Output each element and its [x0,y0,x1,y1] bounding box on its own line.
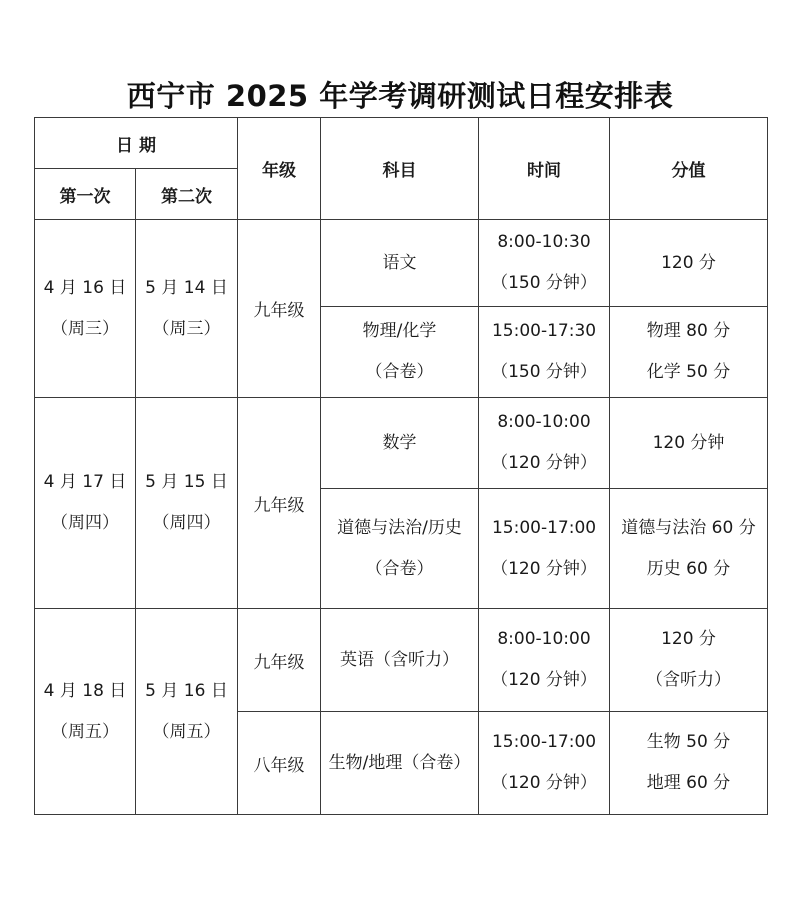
first-date: 4 月 16 日 [43,277,127,298]
first-date-cell [35,220,136,398]
grade-cell: 八年级 [238,712,321,815]
score-cell [610,489,768,609]
first-date: 4 月 17 日 [43,472,127,492]
table-row [35,220,768,307]
first-date: 4 月 18 日 [43,680,127,701]
time-cell [479,398,610,489]
second-weekday: （周五） [152,721,221,742]
time-range: 15:00-17:30 [491,321,597,341]
header-grade: 年级 [238,118,321,220]
time-cell [479,489,610,609]
header-subject: 科目 [321,118,479,220]
time-cell [479,609,610,712]
score-line: 物理 80 分 [646,321,731,341]
score-line: 120 分钟 [652,432,725,453]
time-cell [479,220,610,307]
first-weekday: （周四） [51,513,119,533]
score-cell [610,609,768,712]
second-weekday: （周四） [152,513,221,533]
time-duration: （150 分钟） [491,273,597,293]
score-cell [610,398,768,489]
subject-line: （合卷） [365,362,434,382]
score-line: 120 分 [661,252,716,273]
first-weekday: （周五） [51,721,119,742]
first-date-cell [35,398,136,609]
second-date-cell [136,220,238,398]
grade-cell: 九年级 [238,398,321,609]
time-duration: （120 分钟） [491,453,597,473]
subject-line: 英语（含听力） [340,649,460,670]
time-range: 15:00-17:00 [491,732,597,752]
subject-line: 道德与法治/历史 [337,517,462,538]
time-range: 15:00-17:00 [491,517,597,538]
score-line: （含听力） [646,670,732,690]
score-cell [610,712,768,815]
score-line: 历史 60 分 [646,558,731,579]
subject-line: 物理/化学 [362,321,437,341]
subject-line: （合卷） [365,558,434,579]
page-title: 西宁市 2025 年学考调研测试日程安排表 [126,79,674,113]
table-row [35,609,768,712]
time-duration: （150 分钟） [491,362,597,382]
subject-cell [321,489,479,609]
time-range: 8:00-10:30 [497,232,591,252]
header-first: 第一次 [35,169,136,220]
header-time: 时间 [479,118,610,220]
time-cell [479,712,610,815]
time-range: 8:00-10:00 [497,629,591,649]
first-date-cell [35,609,136,815]
score-line: 120 分 [661,629,716,649]
second-date: 5 月 14 日 [145,277,228,298]
subject-cell [321,398,479,489]
subject-cell [321,220,479,307]
subject-cell [321,712,479,815]
header-row-1 [35,118,768,169]
score-line: 道德与法治 60 分 [621,517,756,538]
table-row [35,398,768,489]
subject-line: 语文 [382,252,417,273]
second-date-cell [136,398,238,609]
time-cell [479,307,610,398]
score-cell [610,307,768,398]
subject-cell [321,609,479,712]
first-weekday: （周三） [51,318,119,339]
second-weekday: （周三） [152,318,221,339]
subject-line: 数学 [382,432,417,453]
grade-cell: 九年级 [238,609,321,712]
score-line: 化学 50 分 [646,362,731,382]
time-duration: （120 分钟） [491,670,597,690]
header-date: 日 期 [35,118,238,169]
time-range: 8:00-10:00 [497,412,591,432]
schedule-table [34,117,768,815]
time-duration: （120 分钟） [491,773,597,793]
second-date: 5 月 15 日 [145,472,228,492]
subject-cell [321,307,479,398]
score-line: 地理 60 分 [646,773,731,793]
second-date: 5 月 16 日 [145,680,228,701]
score-cell [610,220,768,307]
time-duration: （120 分钟） [491,558,597,579]
header-second: 第二次 [136,169,238,220]
header-score: 分值 [610,118,768,220]
second-date-cell [136,609,238,815]
score-line: 生物 50 分 [646,732,731,752]
subject-line: 生物/地理（合卷） [328,752,471,773]
grade-cell: 九年级 [238,220,321,398]
